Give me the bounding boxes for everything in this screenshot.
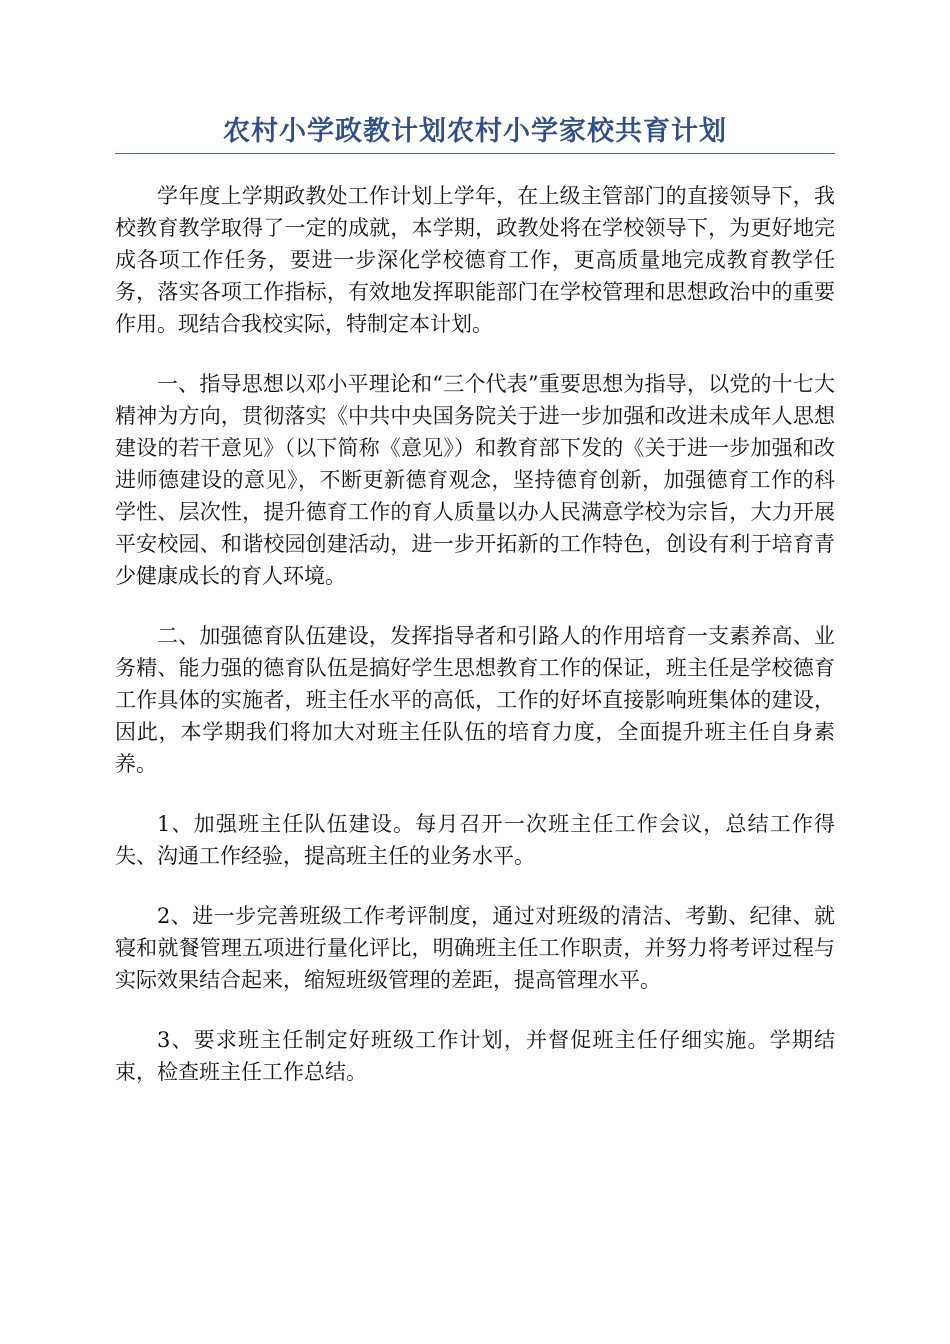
title-underline	[115, 153, 835, 154]
paragraph-team-building: 二、加强德育队伍建设，发挥指导者和引路人的作用培育一支素养高、业务精、能力强的德育队伍是搞好学生思想教育工作的保证，班主任是学校德育工作具体的实施者，班主任水平的高低，工作的好坏直接影响班集体的建设，因此，本学期我们将加大对班主任队伍的培育力度，全面提升班主任自身素养。	[115, 624, 835, 776]
paragraph-intro: 学年度上学期政教处工作计划上学年，在上级主管部门的直接领导下，我校教育教学取得了一定的成就，本学期，政教处将在学校领导下，为更好地完成各项工作任务，要进一步深化学校德育工作，更高质量地完成教育教学任务，落实各项工作指标，有效地发挥职能部门在学校管理和思想政治中的重要作用。现结合我校实际，特制定本计划。	[115, 184, 835, 336]
document-title: 农村小学政教计划农村小学家校共育计划	[223, 116, 727, 147]
document-body	[115, 180, 835, 1116]
paragraph-item-3: 3、要求班主任制定好班级工作计划，并督促班主任仔细实施。学期结束，检查班主任工作总结。	[115, 1028, 835, 1084]
paragraph-item-1: 1、加强班主任队伍建设。每月召开一次班主任工作会议，总结工作得失、沟通工作经验，提高班主任的业务水平。	[115, 812, 835, 868]
paragraph-guiding-ideology: 一、指导思想以邓小平理论和“三个代表”重要思想为指导，以党的十七大精神为方向，贯彻落实《中共中央国务院关于进一步加强和改进未成年人思想建设的若干意见》（以下简称《意见》）和教育部下发的《关于进一步加强和改进师德建设的意见》，不断更新德育观念，坚持德育创新，加强德育工作的科学性、层次性，提升德育工作的育人质量以办人民满意学校为宗旨，大力开展平安校园、和谐校园创建活动，进一步开拓新的工作特色，创设有利于培育青少健康成长的育人环境。	[115, 372, 835, 588]
paragraph-item-2: 2、进一步完善班级工作考评制度，通过对班级的清洁、考勤、纪律、就寝和就餐管理五项进行量化评比，明确班主任工作职责，并努力将考评过程与实际效果结合起来，缩短班级管理的差距，提高管理水平。	[115, 904, 835, 992]
